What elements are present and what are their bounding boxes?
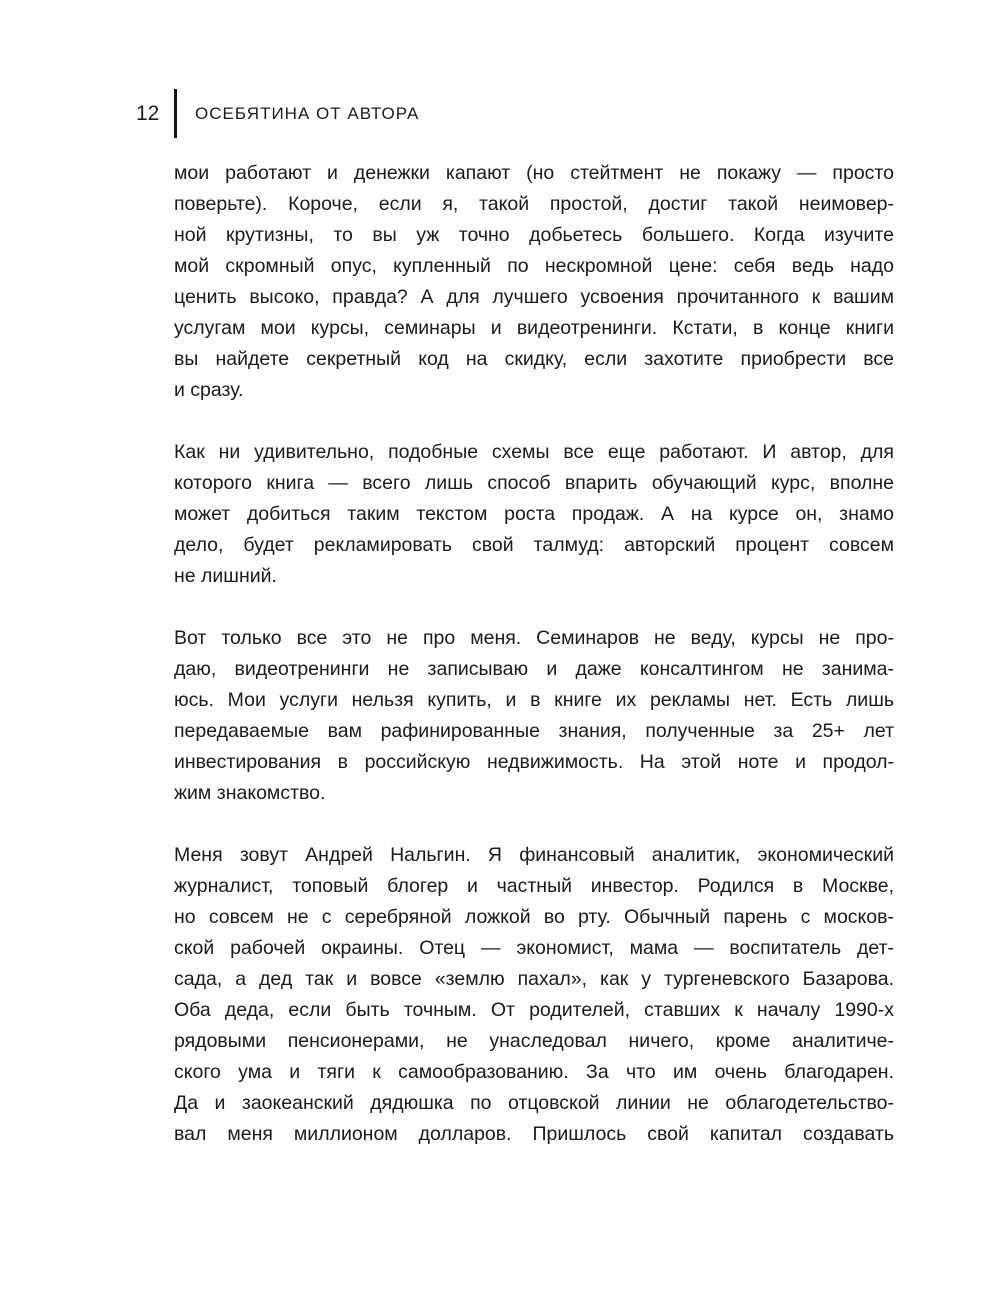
text-line: ского ума и тяги к самообразованию. За что им очень благодарен.	[174, 1061, 894, 1083]
text-line: передаваемые вам рафинированные знания, полученные за 25+ лет	[174, 720, 894, 742]
text-line: Вот только все это не про меня. Семинаров не веду, курсы не про-	[174, 627, 894, 649]
paragraph	[174, 158, 894, 1150]
text-line: ценить высоко, правда? А для лучшего усвоения прочитанного к вашим	[174, 286, 894, 308]
text-line: инвестирования в российскую недвижимость. На этой ноте и продол-	[174, 751, 894, 773]
paragraph	[174, 158, 894, 809]
text-line: Как ни удивительно, подобные схемы все еще работают. И автор, для	[174, 441, 894, 463]
text-line: Да и заокеанский дядюшка по отцовской линии не облагодетельство-	[174, 1092, 894, 1114]
text-line: и сразу.	[174, 379, 244, 401]
text-line: услугам мои курсы, семинары и видеотренинги. Кстати, в конце книги	[174, 317, 894, 339]
header-divider	[174, 89, 177, 138]
text-line: мой скромный опус, купленный по нескромной цене: себя ведь надо	[174, 255, 894, 277]
text-line: вы найдете секретный код на скидку, если захотите приобрести все	[174, 348, 894, 370]
text-line: не лишний.	[174, 565, 277, 587]
page-number: 12	[136, 101, 160, 125]
text-line: может добиться таким текстом роста продаж. А на курсе он, знамо	[174, 503, 894, 525]
text-line: но совсем не с серебряной ложкой во рту. Обычный парень с москов-	[174, 906, 894, 928]
page-header	[136, 89, 419, 138]
text-line: даю, видеотренинги не записываю и даже консалтингом не занима-	[174, 658, 894, 680]
text-line: рядовыми пенсионерами, не унаследовал ничего, кроме аналитиче-	[174, 1030, 894, 1052]
text-line: мои работают и денежки капают (но стейтмент не покажу — просто	[174, 162, 894, 184]
paragraph	[174, 158, 894, 592]
text-line: юсь. Мои услуги нельзя купить, и в книге их рекламы нет. Есть лишь	[174, 689, 894, 711]
text-line: дело, будет рекламировать свой талмуд: авторский процент совсем	[174, 534, 894, 556]
text-line: Оба деда, если быть точным. От родителей, ставших к началу 1990-х	[174, 999, 894, 1021]
text-line: жим знакомство.	[174, 782, 326, 804]
text-line: ской рабочей окраины. Отец — экономист, мама — воспитатель дет-	[174, 937, 894, 959]
page-body-text	[174, 158, 894, 1181]
text-line: сада, а дед так и вовсе «землю пахал», как у тургеневского Базарова.	[174, 968, 894, 990]
text-line: Меня зовут Андрей Нальгин. Я финансовый аналитик, экономический	[174, 844, 894, 866]
text-line: которого книга — всего лишь способ впарить обучающий курс, вполне	[174, 472, 894, 494]
running-head-title: ОСЕБЯТИНА ОТ АВТОРА	[195, 103, 420, 123]
text-line: вал меня миллионом долларов. Пришлось свой капитал создавать	[174, 1123, 894, 1145]
text-line: ной крутизны, то вы уж точно добьетесь большего. Когда изучите	[174, 224, 894, 246]
text-line: поверьте). Короче, если я, такой простой, достиг такой неимовер-	[174, 193, 894, 215]
text-line: журналист, топовый блогер и частный инвестор. Родился в Москве,	[174, 875, 894, 897]
paragraph	[174, 158, 894, 406]
